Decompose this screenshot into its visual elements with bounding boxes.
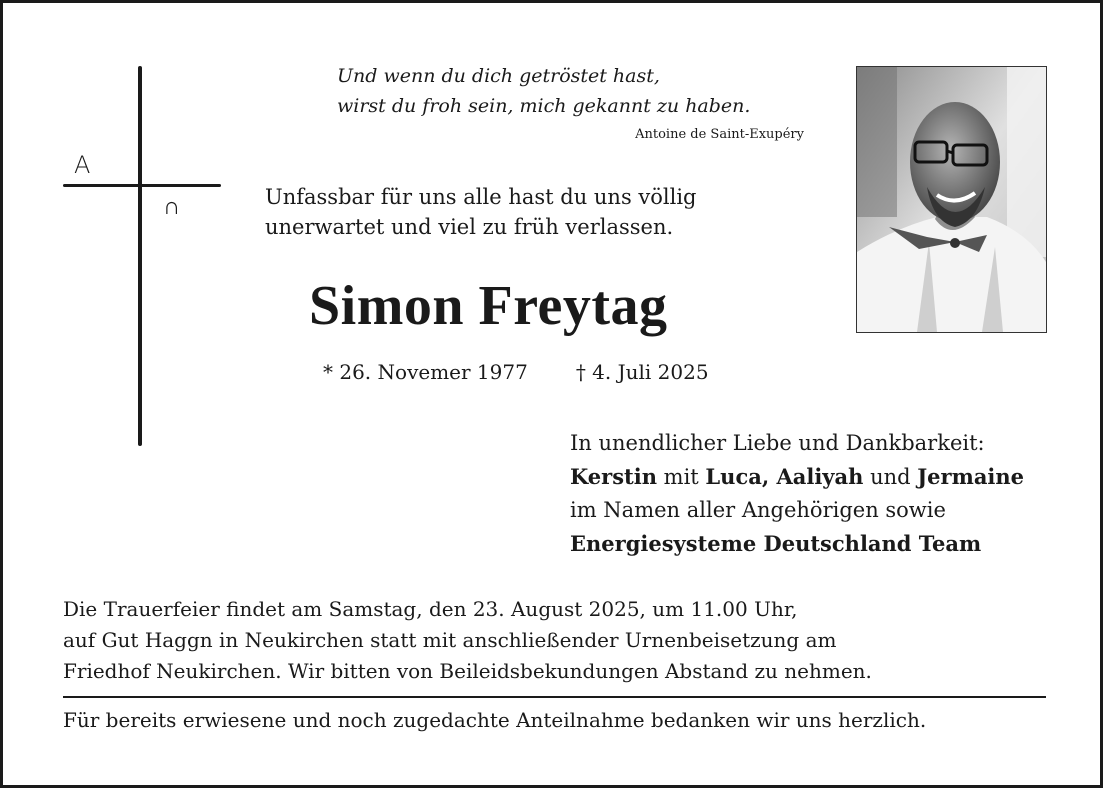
mourners-heading: In unendlicher Liebe und Dankbarkeit: [570,431,985,455]
cross-horizontal-bar [63,184,221,187]
quote-line-1: Und wenn du dich getröstet hast, [337,65,660,87]
quote-author: Antoine de Saint-Exupéry [635,127,804,142]
mourners-block [570,427,1024,561]
ceremony-info [63,594,1043,687]
mourner-kerstin: Kerstin [570,464,657,489]
mourner-connector-und: und [863,465,918,489]
mourner-connector-mit: mit [656,465,706,489]
divider [63,696,1046,698]
mourner-jermaine: Jermaine [917,464,1025,489]
death-date: † 4. Juli 2025 [575,360,709,384]
thanks-note: Für bereits erwiesene und noch zugedachte Anteilnahme bedanken wir uns herzlich. [63,708,927,732]
intro-text [265,182,697,242]
intro-line-1: Unfassbar für uns alle hast du uns völlig [265,185,697,209]
ceremony-line-1: Die Trauerfeier findet am Samstag, den 23. August 2025, um 11.00 Uhr, [63,597,798,621]
mourners-company [570,527,1024,561]
alpha-symbol: A [74,151,91,179]
quote [337,61,750,121]
deceased-name: Simon Freytag [309,275,668,337]
life-dates [323,360,709,384]
mourners-relatives-line: im Namen aller Angehörigen sowie [570,498,946,522]
intro-line-2: unerwartet und viel zu früh verlassen. [265,215,674,239]
portrait-photo [856,66,1047,333]
ceremony-line-3: Friedhof Neukirchen. Wir bitten von Beileidsbekundungen Abstand zu nehmen. [63,659,872,683]
mourner-children: Luca, Aaliyah [705,464,864,489]
omega-symbol: ∩ [163,192,181,220]
mourners-family-line [570,460,1024,494]
birth-date: * 26. Novemer 1977 [323,360,528,384]
company-name: Energiesysteme Deutschland Team [570,531,982,556]
quote-line-2: wirst du froh sein, mich gekannt zu haben. [337,95,751,117]
cross-vertical-bar [138,66,142,446]
ceremony-line-2: auf Gut Haggn in Neukirchen statt mit anschließender Urnenbeisetzung am [63,628,837,652]
portrait-illustration [857,67,1046,332]
